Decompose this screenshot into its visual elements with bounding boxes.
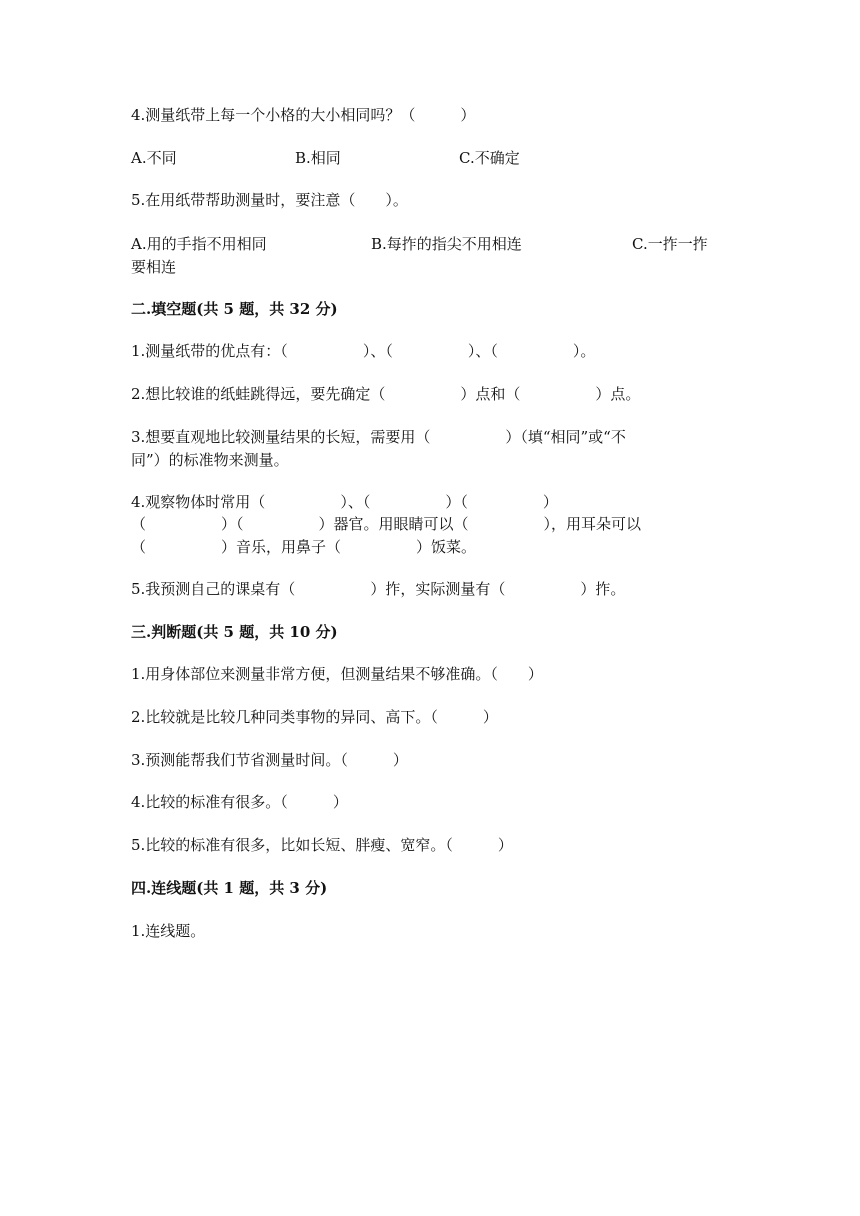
- judge-question-1: 1.用身体部位来测量非常方便，但测量结果不够准确。（ ）: [131, 665, 543, 683]
- section-3-title: 三.判断题(共 5 题，共 10 分): [131, 623, 338, 641]
- option-b: B.每拃的指尖不用相连: [371, 235, 522, 253]
- judge-question-5: 5.比较的标准有很多，比如长短、胖瘦、宽窄。（ ）: [131, 836, 513, 854]
- section-4-title: 四.连线题(共 1 题，共 3 分): [131, 879, 328, 897]
- judge-question-2: 2.比较就是比较几种同类事物的异同、高下。（ ）: [131, 708, 498, 726]
- fill-question-4-line-1: 4.观察物体时常用（ ）、（ ）（ ）: [131, 493, 558, 511]
- fill-question-4-line-2: （ ）（ ）器官。用眼睛可以（ ），用耳朵可以: [131, 515, 642, 533]
- fill-question-1: 1.测量纸带的优点有：（ ）、（ ）、（ ）。: [131, 342, 596, 360]
- section-2-title: 二.填空题(共 5 题，共 32 分): [131, 300, 338, 318]
- option-c: C.一拃一拃: [632, 235, 708, 253]
- question-4-stem: 4.测量纸带上每一个小格的大小相同吗？（ ）: [131, 106, 476, 124]
- option-a: A.用的手指不用相同: [131, 235, 267, 253]
- fill-question-3-line-1: 3.想要直观地比较测量结果的长短，需要用（ ）（填“相同”或“不: [131, 428, 626, 446]
- question-5-stem: 5.在用纸带帮助测量时，要注意（ ）。: [131, 191, 408, 209]
- fill-question-5: 5.我预测自己的课桌有（ ）拃，实际测量有（ ）拃。: [131, 580, 626, 598]
- option-b: B.相同: [295, 149, 341, 167]
- fill-question-2: 2.想比较谁的纸蛙跳得远，要先确定（ ）点和（ ）点。: [131, 385, 641, 403]
- option-c: C.不确定: [459, 149, 520, 167]
- matching-question-1: 1.连线题。: [131, 922, 206, 940]
- fill-question-4-line-3: （ ）音乐，用鼻子（ ）饭菜。: [131, 538, 477, 556]
- fill-question-3-line-2: 同”）的标准物来测量。: [131, 451, 289, 469]
- option-a: A.不同: [131, 149, 177, 167]
- judge-question-4: 4.比较的标准有很多。（ ）: [131, 793, 348, 811]
- judge-question-3: 3.预测能帮我们节省测量时间。（ ）: [131, 751, 408, 769]
- option-c-continued: 要相连: [131, 258, 177, 276]
